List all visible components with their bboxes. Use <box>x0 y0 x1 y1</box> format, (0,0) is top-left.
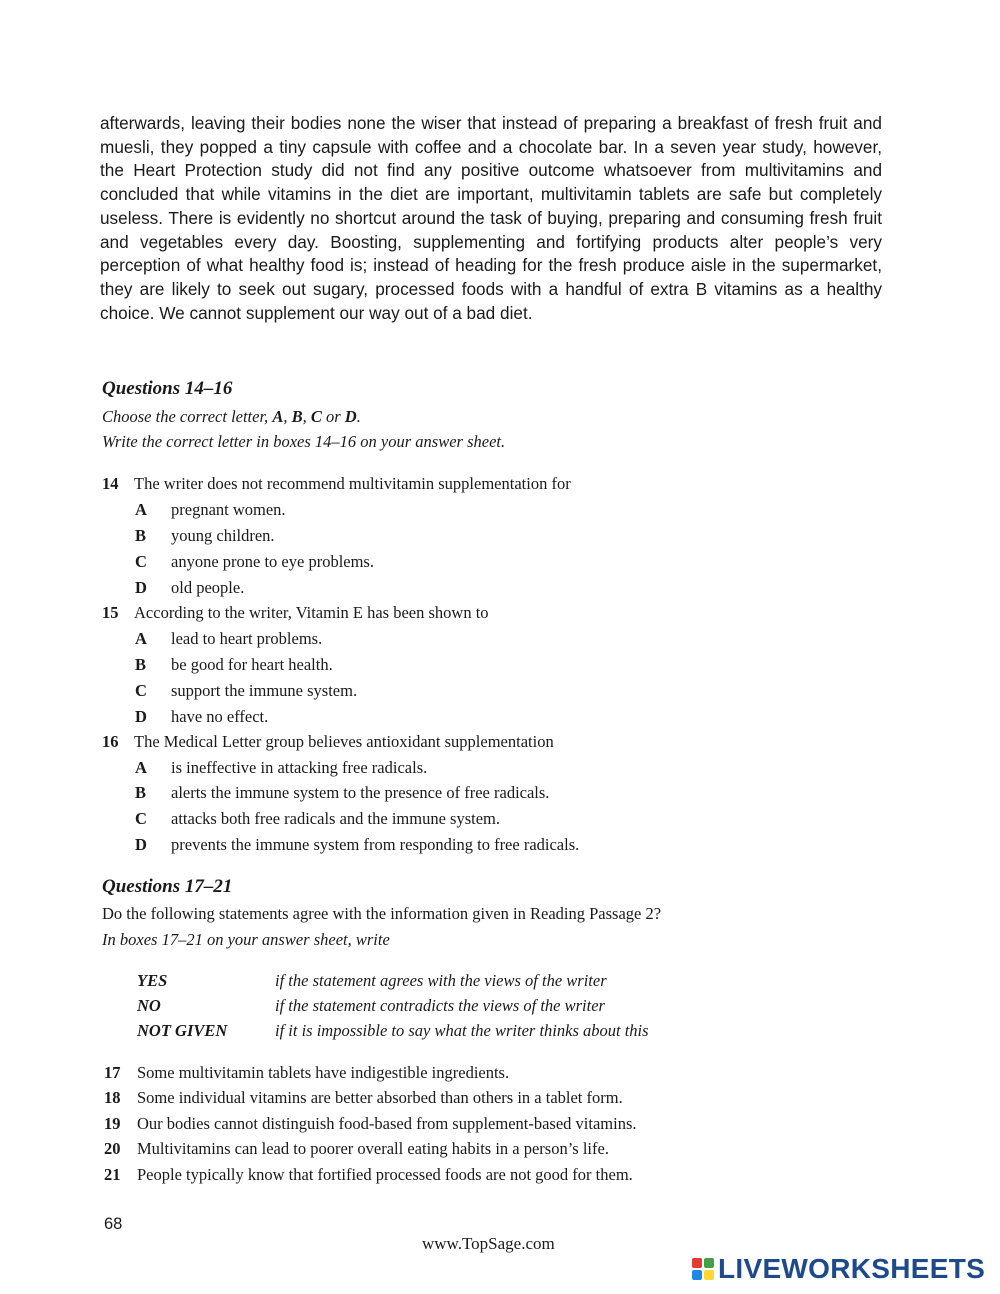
statement-18[interactable] <box>104 1088 623 1108</box>
option-letter: C <box>135 809 147 828</box>
legend-no <box>137 996 605 1016</box>
option-text: be good for heart health. <box>171 655 333 674</box>
legend-term: YES <box>137 971 168 990</box>
questions-14-16-heading: Questions 14–16 <box>102 378 233 399</box>
statement-number: 21 <box>104 1165 121 1184</box>
statement-number: 20 <box>104 1139 121 1158</box>
legend-yes <box>137 971 607 991</box>
option-letter: B <box>135 783 147 802</box>
question-stem: The writer does not recommend multivitamin supplementation for <box>134 474 571 493</box>
logo-square-icon <box>692 1258 702 1268</box>
website-url: www.TopSage.com <box>422 1234 555 1253</box>
legend-not-given <box>137 1021 649 1041</box>
option-letter: B <box>135 526 147 545</box>
option-16-a[interactable] <box>135 758 427 778</box>
liveworksheets-icon <box>692 1258 714 1280</box>
option-text: attacks both free radicals and the immune system. <box>171 809 500 828</box>
question-number: 14 <box>102 474 119 493</box>
statement-text: Multivitamins can lead to poorer overall eating habits in a person’s life. <box>137 1139 609 1158</box>
option-15-c[interactable] <box>135 681 357 701</box>
question-number: 15 <box>102 603 119 622</box>
option-15-b[interactable] <box>135 655 333 675</box>
option-text: is ineffective in attacking free radicals. <box>171 758 428 777</box>
statement-21[interactable] <box>104 1165 633 1185</box>
legend-term: NOT GIVEN <box>137 1021 228 1040</box>
statement-text: Our bodies cannot distinguish food-based from supplement-based vitamins. <box>137 1114 637 1133</box>
instruction-in-boxes: In boxes 17–21 on your answer sheet, write <box>102 930 390 949</box>
option-letter: D <box>135 835 147 854</box>
option-14-c[interactable] <box>135 552 374 572</box>
question-14 <box>102 474 571 494</box>
option-letter: A <box>135 629 147 648</box>
option-letter: B <box>135 655 147 674</box>
legend-definition: if the statement contradicts the views of the writer <box>275 996 605 1015</box>
question-stem: According to the writer, Vitamin E has been shown to <box>134 603 489 622</box>
option-text: support the immune system. <box>171 681 358 700</box>
option-letter: D <box>135 578 147 597</box>
logo-square-icon <box>692 1270 702 1280</box>
statement-number: 17 <box>104 1063 121 1082</box>
option-15-d[interactable] <box>135 707 268 727</box>
option-letter: C <box>135 681 147 700</box>
option-letter: C <box>135 552 147 571</box>
statement-19[interactable] <box>104 1114 637 1134</box>
legend-definition: if the statement agrees with the views of the writer <box>275 971 607 990</box>
option-letter: D <box>135 707 147 726</box>
page-number: 68 <box>104 1215 123 1233</box>
option-text: anyone prone to eye problems. <box>171 552 374 571</box>
option-text: have no effect. <box>171 707 269 726</box>
questions-17-21-heading: Questions 17–21 <box>102 876 233 897</box>
option-text: pregnant women. <box>171 500 286 519</box>
logo-square-icon <box>704 1270 714 1280</box>
option-letter: A <box>135 500 147 519</box>
option-14-a[interactable] <box>135 500 286 520</box>
statement-text: Some individual vitamins are better absorbed than others in a tablet form. <box>137 1088 623 1107</box>
statement-text: People typically know that fortified processed foods are not good for them. <box>137 1165 633 1184</box>
option-14-d[interactable] <box>135 578 244 598</box>
instruction-write-letter: Write the correct letter in boxes 14–16 on your answer sheet. <box>102 432 506 451</box>
option-14-b[interactable] <box>135 526 275 546</box>
option-letter: A <box>135 758 147 777</box>
statement-text: Some multivitamin tablets have indigestible ingredients. <box>137 1063 510 1082</box>
legend-definition: if it is impossible to say what the writer thinks about this <box>275 1021 649 1040</box>
option-text: young children. <box>171 526 275 545</box>
passage-text: afterwards, leaving their bodies none the wiser that instead of preparing a breakfast of fresh fruit and muesli, they popped a tiny capsule with coffee and a chocolate bar. In a seven year study, however, the Heart Protection study did not find any positive outcome whatsoever from multivitamins and concluded that while vitamins in the diet are important, multivitamin tablets are safe but completely useless. There is evidently no shortcut around the task of buying, preparing and consuming fresh fruit and vegetables every day. Boosting, supplementing and fortifying products alter people’s very perception of what healthy food is; instead of heading for the fresh produce aisle in the supermarket, they are likely to seek out sugary, processed foods with a handful of extra B vitamins as a healthy choice. We cannot supplement our way out of a bad diet. <box>100 113 882 323</box>
statement-number: 18 <box>104 1088 121 1107</box>
instruction-agree: Do the following statements agree with the information given in Reading Passage 2? <box>102 904 662 923</box>
option-16-c[interactable] <box>135 809 500 829</box>
option-text: lead to heart problems. <box>171 629 323 648</box>
question-stem: The Medical Letter group believes antioxidant supplementation <box>134 732 554 751</box>
statement-17[interactable] <box>104 1063 509 1083</box>
option-16-d[interactable] <box>135 835 579 855</box>
statement-number: 19 <box>104 1114 121 1133</box>
legend-term: NO <box>137 996 161 1015</box>
option-15-a[interactable] <box>135 629 322 649</box>
brand-name: LIVEWORKSHEETS <box>718 1253 986 1284</box>
instruction-choose-letter: Choose the correct letter, A, B, C or D. <box>102 407 361 426</box>
question-16 <box>102 732 554 752</box>
option-text: prevents the immune system from responding to free radicals. <box>171 835 580 854</box>
statement-20[interactable] <box>104 1139 609 1159</box>
option-text: old people. <box>171 578 245 597</box>
option-text: alerts the immune system to the presence of free radicals. <box>171 783 550 802</box>
liveworksheets-logo[interactable] <box>692 1252 985 1286</box>
option-16-b[interactable] <box>135 783 549 803</box>
question-15 <box>102 603 489 623</box>
logo-square-icon <box>704 1258 714 1268</box>
question-number: 16 <box>102 732 119 751</box>
